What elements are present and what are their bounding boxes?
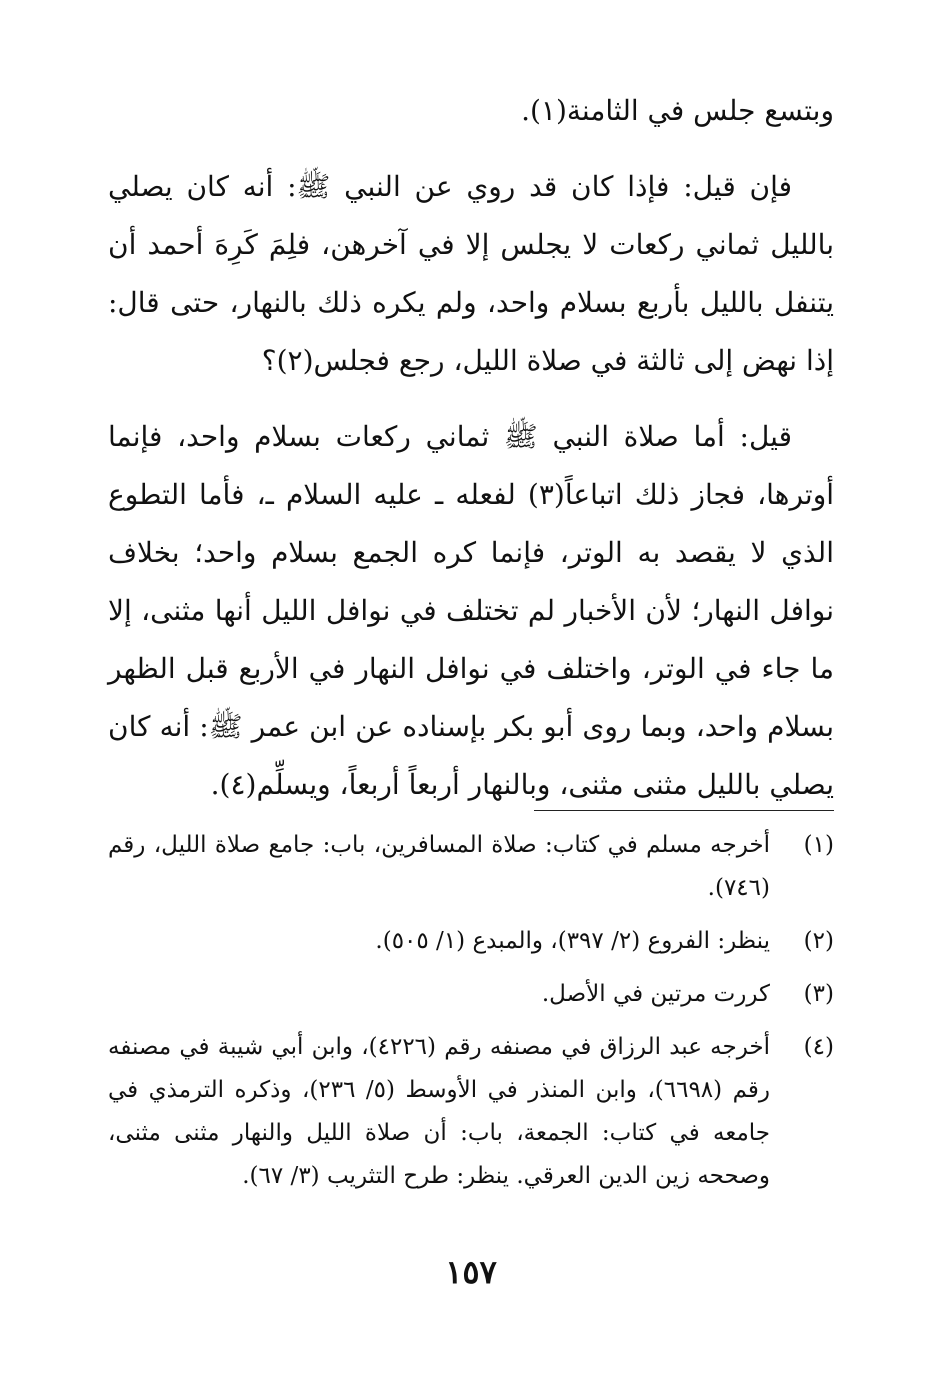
paragraph-answer: قيل: أما صلاة النبي ﷺ ثماني ركعات بسلام واحد، فإنما أوترها، فجاز ذلك اتباعاً(٣) لفعله ـ عليه السلام ـ، فأما التطوع الذي لا يقصد به الوتر، فإنما كره الجمع بسلام واحد؛ بخلاف نوافل النهار؛ لأن الأخبار لم تختلف في نوافل الليل أنها مثنى، إلا ما جاء في الوتر، واختلف في نوافل النهار في الأربع قبل الظهر بسلام واحد، وبما روى أبو بكر بإسناده عن ابن عمر ﷺ: أنه كان يصلي بالليل مثنى مثنى، وبالنهار أربعاً أربعاً، ويسلِّم(٤).	[108, 420, 834, 801]
footnote-number: (٤)	[803, 1034, 834, 1060]
footnote-1	[108, 824, 834, 910]
footnote-text: أخرجه مسلم في كتاب: صلاة المسافرين، باب: جامع صلاة الليل، رقم (٧٤٦).	[108, 832, 770, 901]
footnote-number: (١)	[803, 832, 834, 858]
footnote-4	[108, 1026, 834, 1198]
footnote-divider	[534, 810, 834, 811]
footnotes-section	[108, 824, 834, 1208]
footnote-number: (٢)	[803, 928, 834, 954]
main-text-body	[108, 82, 834, 832]
footnote-number: (٣)	[803, 981, 834, 1007]
footnote-2	[108, 920, 834, 963]
footnote-text: ينظر: الفروع (٢/ ٣٩٧)، والمبدع (١/ ٥٠٥).	[375, 928, 770, 954]
footnote-text: كررت مرتين في الأصل.	[541, 981, 770, 1007]
paragraph-opening-line: وبتسع جلس في الثامنة(١).	[521, 94, 834, 127]
footnote-3	[108, 973, 834, 1016]
page-number: ١٥٧	[445, 1253, 497, 1291]
paragraph-question: فإن قيل: فإذا كان قد روي عن النبي ﷺ: أنه كان يصلي بالليل ثماني ركعات لا يجلس إلا في آخرهن، فلِمَ كَرِهَ أحمد أن يتنفل بالليل بأربع بسلام واحد، ولم يكره ذلك بالنهار، حتى قال: إذا نهض إلى ثالثة في صلاة الليل، رجع فجلس(٢)؟	[108, 170, 834, 377]
footnote-text: أخرجه عبد الرزاق في مصنفه رقم (٤٢٢٦)، وابن أبي شيبة في مصنفه رقم (٦٦٩٨)، وابن المنذر في الأوسط (٥/ ٢٣٦)، وذكره الترمذي في جامعه في كتاب: الجمعة، باب: أن صلاة الليل والنهار مثنى مثنى، وصححه زين الدين العرقي. ينظر: طرح التثريب (٣/ ٦٧).	[108, 1034, 771, 1189]
